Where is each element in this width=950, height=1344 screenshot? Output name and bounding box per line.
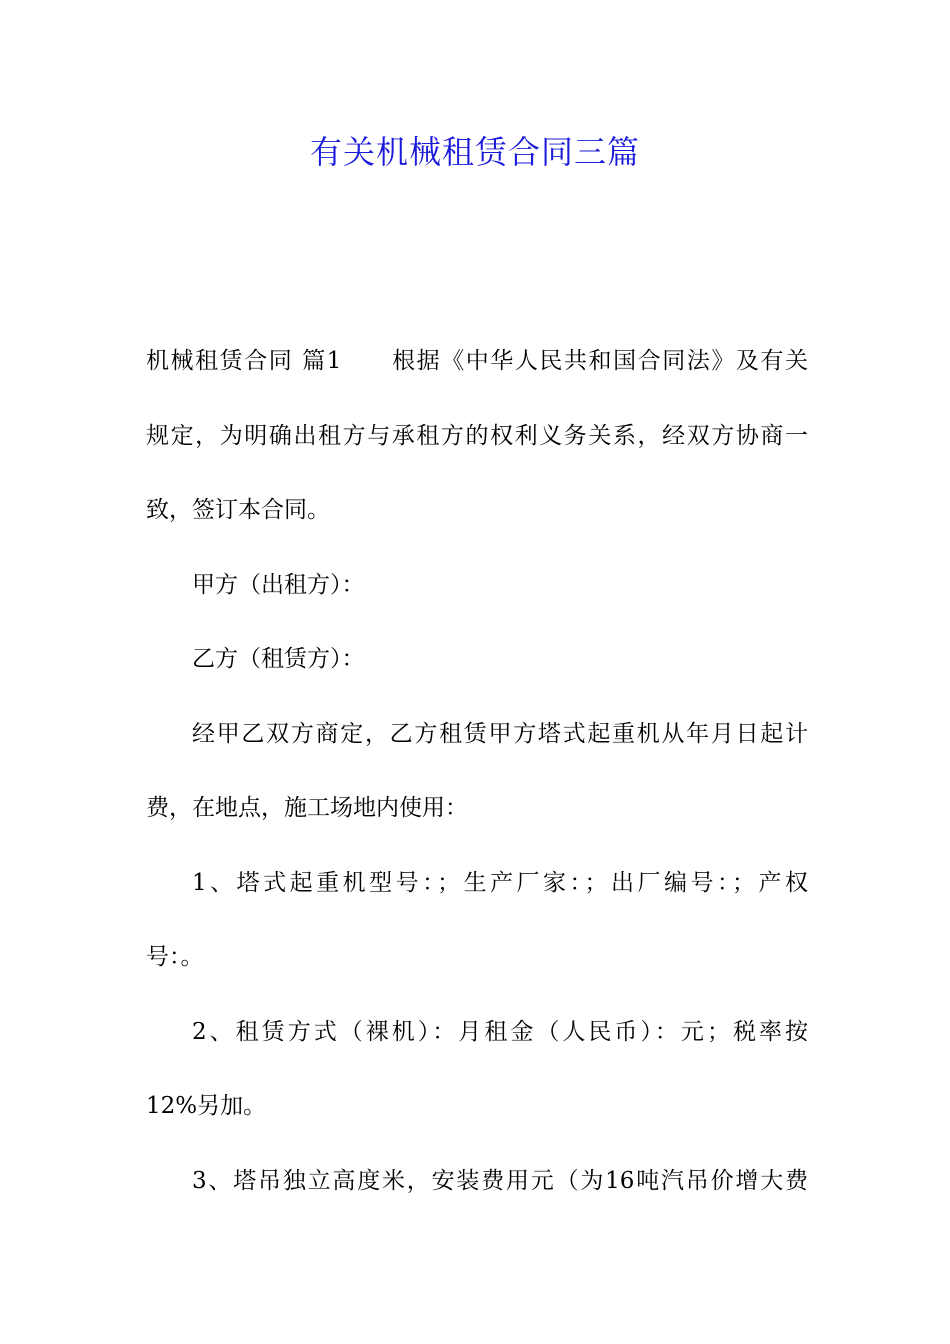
body-line: 乙方（租赁方）： (192, 646, 365, 672)
body-line: 致，签订本合同。 (146, 497, 330, 523)
body-line: 1、塔式起重机型号：；生产厂家：；出厂编号：；产权 (192, 869, 808, 896)
body-line: 12%另加。 (146, 1093, 267, 1119)
body-line: 费，在地点，施工场地内使用： (146, 795, 468, 821)
body-line: 规定，为明确出租方与承租方的权利义务关系，经双方协商一 (146, 422, 808, 449)
document-body (146, 336, 808, 1230)
body-line: 号：。 (146, 944, 204, 970)
body-line: 机械租赁合同 篇1 根据《中华人民共和国合同法》及有关 (146, 348, 808, 374)
body-line: 2、租赁方式（裸机）：月租金（人民币）：元；税率按 (192, 1018, 808, 1045)
document-title: 有关机械租赁合同三篇 (309, 133, 640, 171)
body-line: 3、塔吊独立高度米，安装费用元（为16吨汽吊价增大费 (192, 1167, 808, 1194)
body-line: 经甲乙双方商定，乙方租赁甲方塔式起重机从年月日起计 (192, 720, 808, 747)
body-line: 甲方（出租方）： (192, 571, 365, 598)
